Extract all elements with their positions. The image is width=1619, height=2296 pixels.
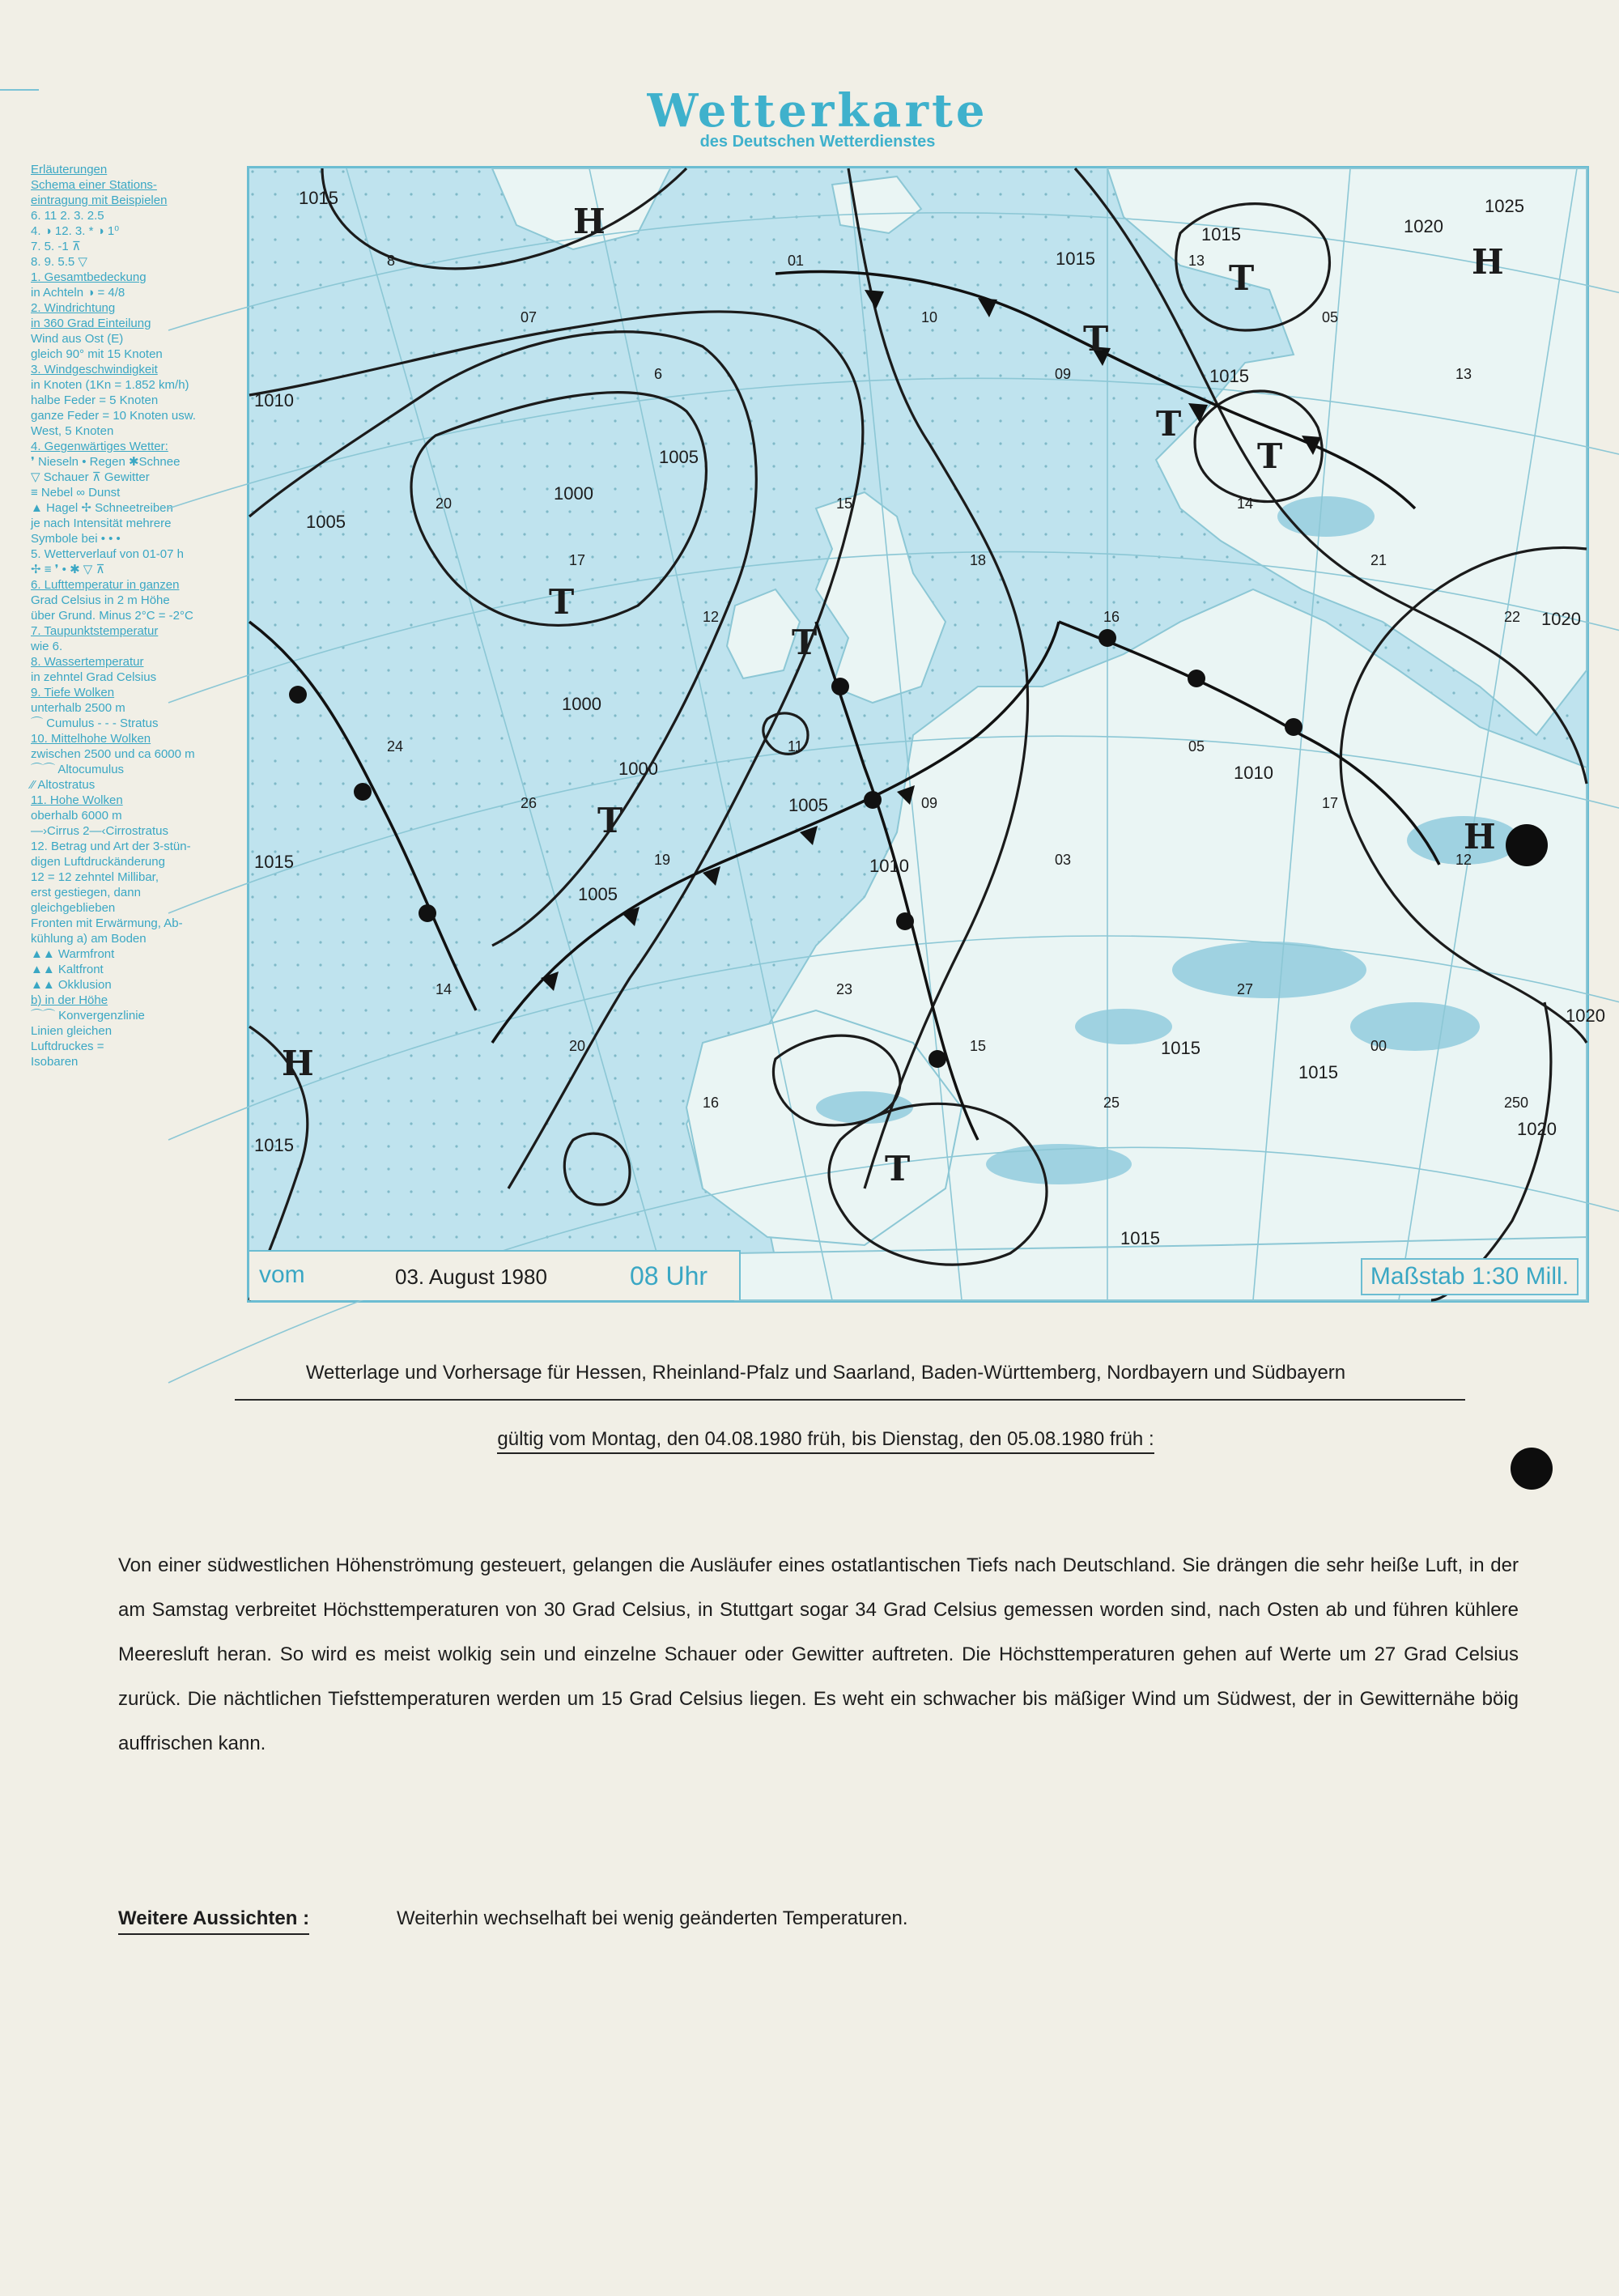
- legend-line: Schema einer Stations-: [31, 178, 157, 192]
- isobar-label: 1000: [562, 694, 601, 714]
- legend-line: 4. ◑ 12. 3. * ◑ 1⁰: [31, 224, 120, 238]
- station-value: 14: [1237, 495, 1254, 512]
- station-value: 00: [1370, 1038, 1387, 1054]
- page-subtitle: des Deutschen Wetterdienstes: [699, 133, 936, 151]
- legend-line: ▲▲ Warmfront: [31, 947, 115, 961]
- legend-line: 1. Gesamtbedeckung: [31, 270, 147, 284]
- map-date: 03. August 1980: [395, 1265, 547, 1289]
- station-value: 05: [1188, 738, 1205, 755]
- legend-line: digen Luftdruckänderung: [31, 855, 165, 869]
- station-value: 01: [788, 253, 805, 269]
- legend-line: ≡ Nebel ∞ Dunst: [31, 486, 121, 500]
- legend-line: 3. Windgeschwindigkeit: [31, 363, 158, 376]
- station-value: 20: [569, 1038, 586, 1054]
- legend-line: über Grund. Minus 2°C = -2°C: [31, 609, 193, 623]
- isobar-label: 1015: [1161, 1038, 1200, 1058]
- weather-map-graphic: [249, 168, 1605, 1300]
- station-value: 26: [521, 795, 538, 811]
- legend-line: ⁄⁄ Altostratus: [31, 778, 96, 792]
- station-value: 19: [654, 852, 671, 868]
- legend-line: kühlung a) am Boden: [31, 932, 147, 946]
- legend-line: 12. Betrag und Art der 3-stün-: [31, 840, 191, 853]
- vom-label: vom: [259, 1261, 305, 1288]
- legend-line: 8. Wassertemperatur: [31, 655, 144, 669]
- station-value: 17: [1322, 795, 1339, 811]
- station-value: 09: [1055, 366, 1072, 382]
- legend-line: in Knoten (1Kn = 1.852 km/h): [31, 378, 189, 392]
- punch-hole-top: [1506, 824, 1548, 866]
- pressure-center-low: T: [1229, 258, 1255, 298]
- isobar-label: 1010: [254, 390, 294, 410]
- legend-line: Isobaren: [31, 1055, 79, 1069]
- legend-line: 10. Mittelhohe Wolken: [31, 732, 151, 746]
- station-value: 6: [654, 366, 663, 382]
- legend-line: Luftdruckes =: [31, 1040, 104, 1053]
- station-value: 12: [1455, 852, 1472, 868]
- legend-line: in zehntel Grad Celsius: [31, 670, 157, 684]
- legend-line: ✢ ≡ ❜ • ✱ ▽ ⊼: [31, 563, 105, 576]
- legend-line: ⌒⌒ Altocumulus: [31, 763, 125, 776]
- isobar-label: 1005: [306, 512, 346, 532]
- isobar-label: 1020: [1404, 216, 1443, 236]
- legend-line: in Achteln ◑ = 4/8: [31, 286, 125, 300]
- station-value: 07: [521, 309, 538, 325]
- station-value: 25: [1103, 1095, 1120, 1111]
- isobar-label: 1015: [1120, 1228, 1160, 1248]
- pressure-center-low: T: [1156, 404, 1182, 444]
- legend-line: 4. Gegenwärtiges Wetter:: [31, 440, 168, 453]
- legend-line: Wind aus Ost (E): [31, 332, 124, 346]
- station-value: 24: [387, 738, 404, 755]
- legend-line: 6. Lufttemperatur in ganzen: [31, 578, 180, 592]
- isobar-label: 1005: [788, 795, 828, 815]
- legend-panel: [31, 162, 245, 1069]
- legend-line: je nach Intensität mehrere: [31, 517, 172, 530]
- station-value: 250: [1504, 1095, 1529, 1111]
- isobar-label: 1015: [1209, 366, 1249, 386]
- legend-line: Symbole bei • • •: [31, 532, 121, 546]
- validity-text: gültig vom Montag, den 04.08.1980 früh, bis Dienstag, den 05.08.1980 früh :: [497, 1428, 1154, 1454]
- station-value: 15: [836, 495, 853, 512]
- legend-line: West, 5 Knoten: [31, 424, 114, 438]
- legend-line: 9. Tiefe Wolken: [31, 686, 115, 699]
- pressure-center-high: H: [1472, 242, 1504, 282]
- legend-line: ⌒⌒ Konvergenzlinie: [31, 1009, 145, 1023]
- station-value: 18: [970, 552, 987, 568]
- pressure-center-low: T: [792, 623, 818, 662]
- outlook-text: Weiterhin wechselhaft bei wenig geänderten Temperaturen.: [397, 1907, 908, 1929]
- station-value: 13: [1188, 253, 1205, 269]
- isobar-label: 1015: [1298, 1062, 1338, 1082]
- pressure-center-low: T: [597, 801, 623, 840]
- legend-line: 2. Windrichtung: [31, 301, 116, 315]
- station-value: 8: [387, 253, 396, 269]
- pressure-center-low: T: [1083, 319, 1109, 359]
- pressure-center-low: T: [549, 582, 575, 622]
- heading-divider: [235, 1399, 1465, 1401]
- isobar-label: 1015: [299, 188, 338, 208]
- legend-line: 11. Hohe Wolken: [31, 793, 123, 807]
- map-time: 08 Uhr: [630, 1261, 708, 1290]
- isobar-label: 1005: [578, 884, 618, 904]
- legend-line: Linien gleichen: [31, 1024, 113, 1038]
- station-value: 03: [1055, 852, 1072, 868]
- legend-line: unterhalb 2500 m: [31, 701, 125, 715]
- station-value: 17: [569, 552, 586, 568]
- station-value: 16: [703, 1095, 720, 1111]
- pressure-center-low: T: [1257, 436, 1283, 476]
- legend-line: ❜ Nieseln • Regen ✱Schnee: [31, 455, 181, 469]
- pressure-center-high: H: [1464, 817, 1496, 857]
- legend-line: oberhalb 6000 m: [31, 809, 122, 823]
- isobar-label: 1025: [1485, 196, 1524, 216]
- punch-hole-bottom: [1511, 1448, 1553, 1490]
- map-scale: Maßstab 1:30 Mill.: [1361, 1258, 1579, 1295]
- legend-line: 5. Wetterverlauf von 01-07 h: [31, 547, 184, 561]
- station-value: 15: [970, 1038, 987, 1054]
- legend-line: ▽ Schauer ⊼ Gewitter: [31, 470, 150, 484]
- legend-line: 7. 5. -1 ⊼: [31, 240, 81, 253]
- pressure-center-low: T: [885, 1149, 911, 1188]
- legend-line: gleichgeblieben: [31, 901, 116, 915]
- legend-line: zwischen 2500 und ca 6000 m: [31, 747, 195, 761]
- isobar-label: 1010: [869, 856, 909, 876]
- isobar-label: 1015: [1056, 249, 1095, 269]
- legend-line: ⌒ Cumulus - - - Stratus: [31, 716, 159, 730]
- pressure-center-high: H: [573, 202, 606, 241]
- isobar-label: 1020: [1566, 1006, 1605, 1026]
- forecast-heading: Wetterlage und Vorhersage für Hessen, Rheinland-Pfalz und Saarland, Baden-Württemberg, Nordbayern und Südbayern: [305, 1362, 1346, 1384]
- legend-line: ▲▲ Okklusion: [31, 978, 112, 992]
- legend-line: Fronten mit Erwärmung, Ab-: [31, 916, 183, 930]
- legend-line: ▲ Hagel ✢ Schneetreiben: [31, 501, 173, 515]
- isobar-label: 1000: [554, 483, 593, 504]
- station-value: 27: [1237, 981, 1254, 997]
- station-value: 20: [436, 495, 453, 512]
- legend-line: 12 = 12 zehntel Millibar,: [31, 870, 159, 884]
- station-value: 21: [1370, 552, 1387, 568]
- weather-map: [247, 166, 1605, 1303]
- station-value: 14: [436, 981, 453, 997]
- station-value: 22: [1504, 609, 1521, 625]
- legend-line: Grad Celsius in 2 m Höhe: [31, 593, 170, 607]
- legend-line: halbe Feder = 5 Knoten: [31, 393, 159, 407]
- station-value: 11: [788, 738, 803, 755]
- page-title: Wetterkarte: [647, 84, 988, 138]
- forecast-text: Von einer südwestlichen Höhenströmung gesteuert, gelangen die Ausläufer eines ostatlantischen Tiefs nach Deutschland. Sie drängen die sehr heiße Luft, in der am Samstag verbreitet Höchsttemperaturen von 30 Grad Celsius, in Stuttgart sogar 34 Grad Celsius gemessen worden sind, nach Osten ab und führen kühlere Meeresluft heran. So wird es meist wolkig sein und einzelne Schauer oder Gewitter auftreten. Die Höchsttemperaturen gehen auf Werte um 27 Grad Celsius zurück. Die nächtlichen Tiefsttemperaturen werden um 15 Grad Celsius liegen. Es weht ein schwacher bis mäßiger Wind um Südwest, der in Gewitternähe böig auffrischen kann.: [118, 1554, 1519, 1754]
- isobar-label: 1015: [254, 1135, 294, 1155]
- legend-line: ▲▲ Kaltfront: [31, 963, 104, 976]
- station-value: 09: [921, 795, 938, 811]
- station-value: 12: [703, 609, 720, 625]
- legend-line: 6. 11 2. 3. 2.5: [31, 209, 104, 223]
- legend-line: eintragung mit Beispielen: [31, 193, 168, 207]
- validity-line: [186, 1428, 1465, 1451]
- isobar-label: 1015: [254, 852, 294, 872]
- legend-line: wie 6.: [31, 640, 63, 653]
- legend-line: 7. Taupunktstemperatur: [31, 624, 159, 638]
- pressure-center-high: H: [282, 1044, 314, 1083]
- isobar-label: 1020: [1517, 1119, 1557, 1139]
- station-value: 16: [1103, 609, 1120, 625]
- station-value: 23: [836, 981, 853, 997]
- legend-line: erst gestiegen, dann: [31, 886, 141, 899]
- legend-line: gleich 90° mit 15 Knoten: [31, 347, 163, 361]
- station-value: 05: [1322, 309, 1339, 325]
- outlook-label: Weitere Aussichten :: [118, 1907, 309, 1935]
- isobar-label: 1010: [1234, 763, 1273, 783]
- isobar-label: 1020: [1541, 609, 1581, 629]
- map-date-box: [249, 1250, 741, 1300]
- legend-line: ganze Feder = 10 Knoten usw.: [31, 409, 196, 423]
- isobar-label: 1005: [659, 447, 699, 467]
- isobar-label: 1015: [1201, 224, 1241, 244]
- legend-line: in 360 Grad Einteilung: [31, 317, 151, 330]
- station-value: 10: [921, 309, 938, 325]
- legend-line: Erläuterungen: [31, 163, 108, 176]
- legend-line: —›Cirrus 2—‹Cirrostratus: [31, 824, 169, 838]
- isobar-label: 1000: [618, 759, 658, 779]
- legend-line: 8. 9. 5.5 ▽: [31, 255, 87, 269]
- station-value: 13: [1455, 366, 1472, 382]
- legend-line: b) in der Höhe: [31, 993, 108, 1007]
- edge-mark: [0, 89, 39, 91]
